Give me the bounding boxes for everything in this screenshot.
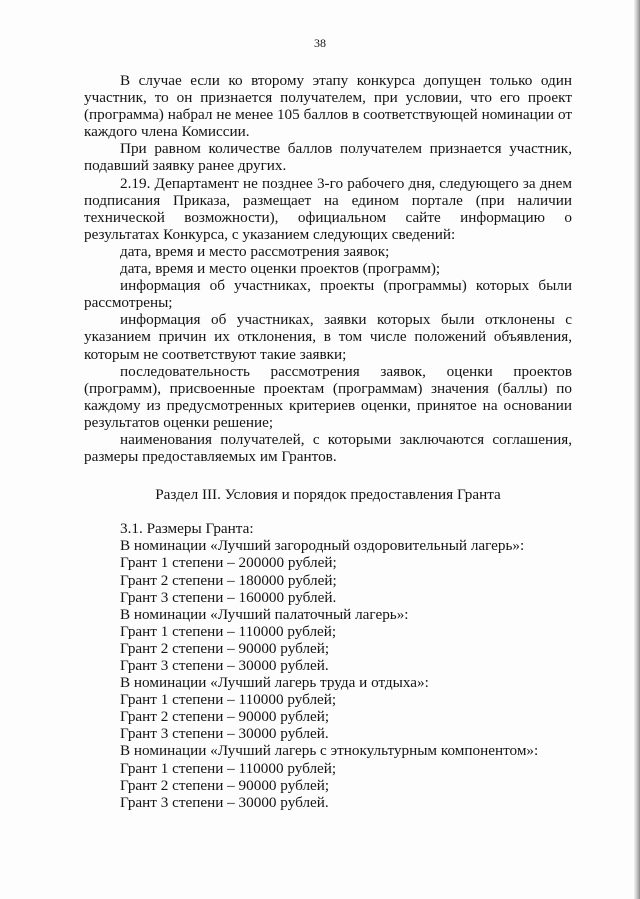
nomination-title: В номинации «Лучший палаточный лагерь»: (120, 605, 409, 623)
grant-line: Грант 1 степени – 110000 рублей; (120, 759, 337, 777)
grant-line: Грант 1 степени – 110000 рублей; (120, 622, 337, 640)
grant-line: Грант 2 степени – 90000 рублей; (120, 639, 330, 657)
paragraph: В случае если ко второму этапу конкурса допущен только один участник, то он признается получателем, при условии, что его проект (программа) набрал не менее 105 баллов в соответствующей номинации от каждого члена Комиссии. (84, 72, 572, 141)
paragraph: 2.19. Департамент не позднее 3-го рабочего дня, следующего за днем подписания Приказа, размещает на едином портале (при наличии технической возможности), официальном сайте информацию о результатах Конкурса, с указанием следующих сведений: (84, 174, 572, 243)
paragraph: При равном количестве баллов получателем признается участник, подавший заявку ранее других. (84, 140, 572, 175)
section-heading: Раздел III. Условия и порядок предоставления Гранта (155, 486, 501, 504)
scan-edge-shadow (634, 0, 640, 899)
grant-line: Грант 3 степени – 160000 рублей. (120, 588, 337, 606)
grant-line: Грант 3 степени – 30000 рублей. (120, 725, 329, 743)
nomination-title: В номинации «Лучший загородный оздоровительный лагерь»: (120, 537, 525, 555)
nomination-title: В номинации «Лучший лагерь труда и отдыха»: (120, 674, 429, 692)
page-number: 38 (314, 36, 326, 50)
list-item: последовательность рассмотрения заявок, оценки проектов (программ), присвоенные проектам (программам) значения (баллы) по каждому из предусмотренных критериев оценки, принятое на основании результатов оценки решение; (84, 362, 572, 431)
grant-line: Грант 3 степени – 30000 рублей. (120, 657, 329, 674)
list-item: информация об участниках, проекты (программы) которых были рассмотрены; (84, 277, 572, 312)
grant-line: Грант 2 степени – 90000 рублей; (120, 776, 330, 794)
list-item: информация об участниках, заявки которых были отклонены с указанием причин их отклонения, в том числе положений объявления, которым не соответствуют такие заявки; (84, 311, 572, 363)
list-item: дата, время и место оценки проектов (программ); (120, 260, 441, 278)
grant-line: Грант 3 степени – 30000 рублей. (120, 793, 329, 811)
grant-line: Грант 1 степени – 200000 рублей; (120, 554, 337, 572)
grant-line: Грант 1 степени – 110000 рублей; (120, 691, 337, 709)
list-item: дата, время и место рассмотрения заявок; (120, 242, 390, 260)
list-item: наименования получателей, с которыми заключаются соглашения, размеры предоставляемых им Грантов. (84, 430, 572, 466)
document-body (84, 72, 572, 811)
grant-line: Грант 2 степени – 90000 рублей; (120, 708, 330, 726)
nomination-title: В номинации «Лучший лагерь с этнокультурным компонентом»: (120, 742, 539, 760)
grants-title: 3.1. Размеры Гранта: (120, 520, 254, 538)
grant-line: Грант 2 степени – 180000 рублей; (120, 571, 337, 589)
